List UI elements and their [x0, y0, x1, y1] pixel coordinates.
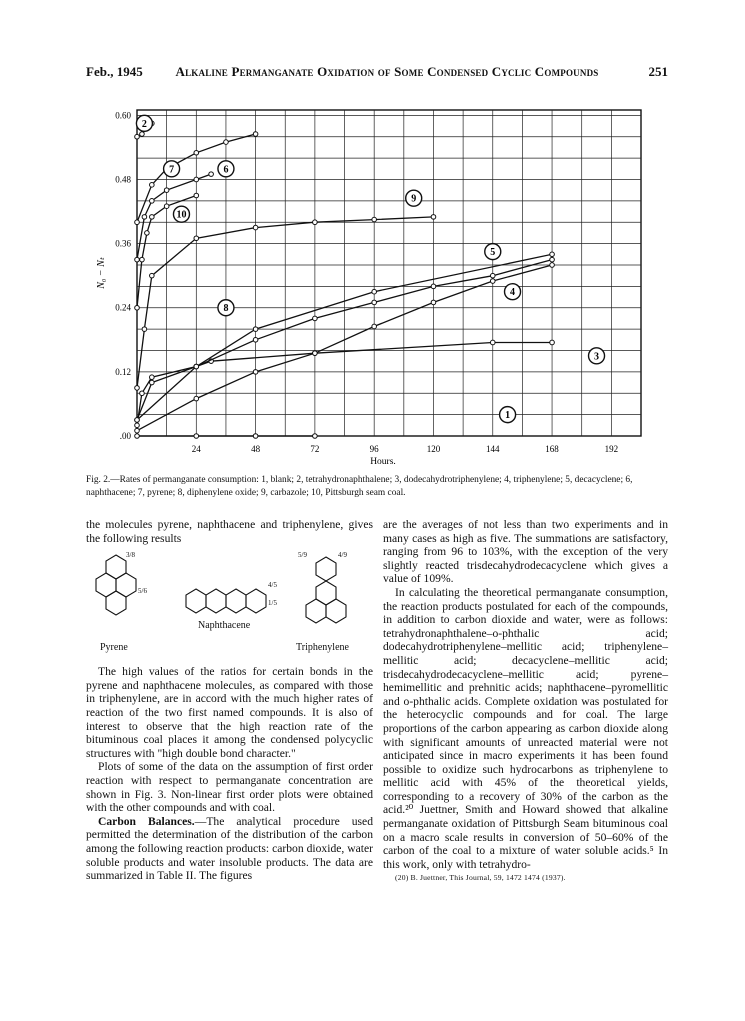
series-10-point [140, 257, 145, 262]
series-10-point [145, 231, 150, 236]
series-5-point [313, 316, 318, 321]
series-6-point [150, 183, 155, 188]
series-1-point [253, 434, 258, 439]
naphthacene-label: Naphthacene [198, 620, 251, 632]
figure-caption: Fig. 2.—Rates of permanganate consumption: 1, blank; 2, tetrahydronaphthalene; 3, dodecahydrotriphenylene; 4, triphenylene; 5, decacyclene; 6, naphthacene; 7, pyrene; 8, diphenylene oxide; 9, carbazole; 10, Pittsburgh seam coal. [86, 475, 633, 498]
naphthacene-structure [186, 589, 266, 613]
carbon-balances-text: —The analytical procedure used permitted the determination of the distribution of the carbon among the following reaction products: carbon dioxide, water soluble products and water insoluble products. The data are summarized in Table II. The figures [86, 814, 373, 883]
left-paragraph-4 [86, 815, 373, 883]
series-5-point [253, 338, 258, 343]
footnote: (20) B. Juettner, This Journal, 59, 1472 1474 (1937). [395, 873, 566, 883]
bond-ratio-label: 3/8 [126, 551, 135, 560]
series-8-point [194, 364, 199, 369]
series-9-point [313, 220, 318, 225]
series-9-point [142, 327, 147, 332]
series-6-point [135, 220, 140, 225]
series-7-label: 7 [169, 164, 175, 176]
series-4-point [194, 396, 199, 401]
bond-ratio-label: 4/5 [268, 581, 277, 590]
y-tick-label: 0.12 [115, 366, 131, 377]
series-3-point [550, 340, 555, 345]
y-tick-label: .00 [119, 431, 131, 441]
series-9-label: 9 [411, 193, 417, 205]
series-5-label: 5 [490, 247, 496, 259]
series-3-point [140, 391, 145, 396]
pyrene-structure [96, 555, 136, 615]
series-4-point [431, 300, 436, 305]
series-8-point [253, 327, 258, 332]
left-paragraph-2: The high values of the ratios for certain bonds in the pyrene and naphthacene molecules, as compared with those in triphenylene, are in accord with the much higher rates of reaction of the two first named compounds. It is also of interest to observe that the high reaction rate of the bituminous coal places it among the condensed polycyclic structures with "high double bond character." [86, 665, 373, 760]
series-7-point [142, 215, 147, 220]
series-1-point [313, 434, 318, 439]
series-10-point [164, 204, 169, 209]
y-tick-label: 0.24 [115, 302, 131, 313]
triphenylene-structure [306, 557, 346, 623]
right-paragraph-2: In calculating the theoretical permanganate consumption, the reaction products postulated for each of the compounds, in addition to carbon dioxide and water, were as follows: tetrahydronaphthalene–o-phthalic acid; dodecahydrotriphenylene–mellitic acid; triphenylene–mellitic acid; decacyclene–mellitic acid; trisdecahydrodecacyclene–mellitic acid; pyrene–hemimellitic and prehnitic acids; naphthacene–pyromellitic and o-phthalic acids. Complete oxidation was postulated for the heterocyclic compounds and for coal. The large proportions of the carbon appearing as carbon dioxide along with significant amounts of unreacted material were not anticipated since in macro experiments it has been found possible to oxidize such hydrocarbons as triphenylene to mellitic acid with 45% of the theoretical yields, corresponding to a recovery of 30% of the carbon as the acid.²⁰ Juettner, Smith and Howard showed that alkaline permanganate oxidation of Pittsburgh Seam bituminous coal on a macro scale results in conversion of 50–60% of the carbon of the coal to a mixture of water soluble acids.⁵ In this work, only with tetrahydro- [383, 585, 668, 871]
series-2-point [135, 134, 140, 139]
header-title: Alkaline Permanganate Oxidation of Some Condensed Cyclic Compounds [175, 64, 599, 79]
right-paragraph-1: are the averages of not less than two experiments and in many cases as high as five. The summations are satisfactory, ranging from 96 to 103%, with the exception of the very slightly reacted trisdecahydrodecacyclene which gives a value of 109%. [383, 518, 668, 586]
y-tick-label: 0.60 [115, 110, 131, 121]
carbon-balances-heading: Carbon Balances. [98, 814, 195, 828]
series-10-label: 10 [176, 209, 187, 221]
y-tick-label: 0.48 [115, 174, 131, 185]
bond-ratio-label: 5/6 [138, 587, 147, 596]
series-8-point [135, 418, 140, 423]
series-9-point [135, 386, 140, 391]
series-6-point [224, 140, 229, 145]
series-5-point [431, 284, 436, 289]
series-2-label: 2 [141, 118, 147, 130]
header-date: Feb., 1945 [86, 64, 143, 79]
x-tick-label: 96 [369, 444, 379, 454]
x-tick-label: 192 [604, 444, 619, 454]
series-8-point [550, 252, 555, 257]
bond-ratio-label: 4/9 [338, 551, 347, 560]
x-tick-label: 48 [251, 444, 261, 454]
right-column [383, 518, 668, 885]
series-7-point [150, 199, 155, 204]
series-4-point [253, 370, 258, 375]
x-tick-label: 144 [486, 444, 500, 454]
series-1-label: 1 [505, 410, 511, 422]
series-5-point [490, 273, 495, 278]
x-tick-label: 72 [310, 444, 320, 454]
y-tick-label: 0.36 [115, 238, 131, 249]
x-tick-label: 24 [191, 444, 201, 454]
series-10-point [194, 193, 199, 198]
series-9-point [253, 225, 258, 230]
series-4-point [372, 324, 377, 329]
series-8-label: 8 [223, 303, 229, 315]
series-10-point [150, 215, 155, 220]
series-7-point [194, 177, 199, 182]
series-8-point [150, 380, 155, 385]
series-2-point [140, 132, 145, 137]
series-4-point [550, 263, 555, 268]
series-6-label: 6 [223, 164, 229, 176]
series-4-point [313, 351, 318, 356]
series-8-point [372, 289, 377, 294]
series-3-label: 3 [594, 351, 600, 363]
pyrene-label: Pyrene [100, 642, 128, 654]
series-1-point [135, 434, 140, 439]
y-axis-label: N₀ − Nₜ [96, 257, 107, 289]
bond-ratio-label: 5/9 [298, 551, 307, 560]
series-9-point [431, 215, 436, 220]
series-1-point [194, 434, 199, 439]
series-4-point [490, 279, 495, 284]
series-5-point [550, 257, 555, 262]
left-paragraph-3: Plots of some of the data on the assumption of first order reaction with respect to permanganate concentration are shown in Fig. 3. Non-linear first order plots were obtained with the other compounds and with coal. [86, 760, 373, 815]
x-tick-label: 120 [426, 444, 441, 454]
series-10-point [135, 305, 140, 310]
series-7-point [164, 188, 169, 193]
series-6-point [253, 132, 258, 137]
structure-diagrams [86, 549, 373, 659]
series-6-point [194, 150, 199, 155]
page-number: 251 [648, 64, 668, 79]
left-paragraph-1: the molecules pyrene, naphthacene and triphenylene, gives the following results [86, 518, 373, 545]
plot-frame [137, 110, 641, 436]
left-column [86, 518, 373, 883]
rate-chart [0, 0, 745, 475]
x-axis-label: Hours. [370, 457, 396, 467]
series-3-point [135, 423, 140, 428]
series-4-label: 4 [510, 287, 516, 299]
series-5-point [372, 300, 377, 305]
series-7-point [209, 172, 214, 177]
series-3-point [490, 340, 495, 345]
series-9-point [372, 217, 377, 222]
triphenylene-label: Triphenylene [296, 642, 349, 654]
series-9-point [150, 273, 155, 278]
series-4-point [135, 428, 140, 433]
series-9-point [194, 236, 199, 241]
series-7-point [135, 257, 140, 262]
x-tick-label: 168 [545, 444, 559, 454]
bond-ratio-label: 1/5 [268, 599, 277, 608]
series-3-point [150, 375, 155, 380]
